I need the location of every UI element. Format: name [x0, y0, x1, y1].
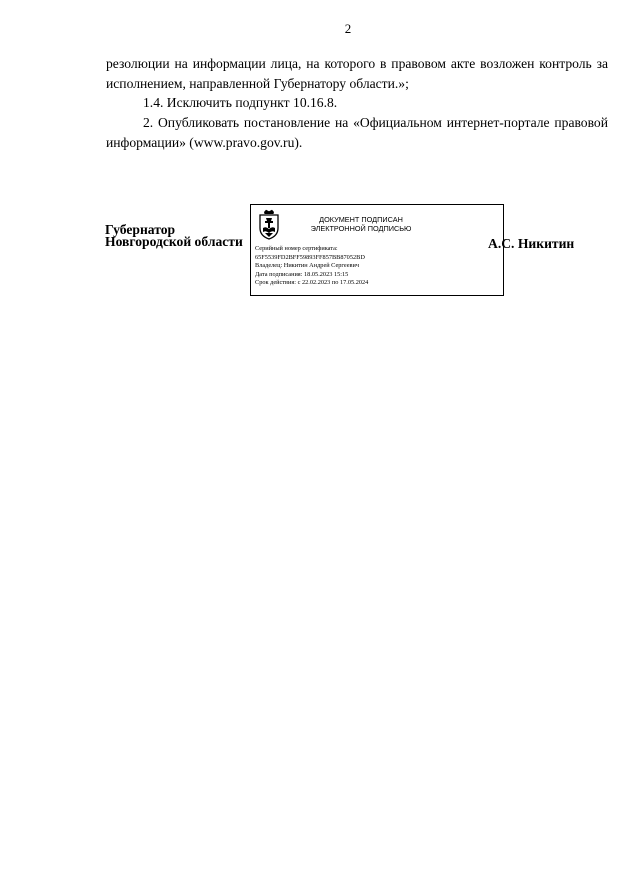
page-number: 2 [344, 21, 352, 36]
electronic-signature-stamp [250, 204, 504, 296]
stamp-serial-label: Серийный номер сертификата: [255, 245, 338, 252]
stamp-signed-date: Дата подписания: 18.05.2023 15:15 [255, 270, 349, 278]
signer-title-line2: Новгородской области [105, 234, 243, 249]
paragraph-resolution: резолюции на информации лица, на которого в правовом акте возложен контроль за исполнением, направленной Губернатору области.»; [106, 56, 608, 91]
stamp-validity: Срок действия: с 22.02.2023 по 17.05.2024 [255, 279, 369, 286]
stamp-owner: Владелец: Никитин Андрей Сергеевич [255, 262, 360, 269]
signer-title [105, 224, 243, 248]
stamp-details [255, 245, 368, 288]
paragraph-exclude-subitem: 1.4. Исключить подпункт 10.16.8. [143, 95, 338, 110]
stamp-header [291, 215, 431, 233]
stamp-header-line1: ДОКУМЕНТ ПОДПИСАН [319, 215, 403, 224]
stamp-header-line2: ЭЛЕКТРОННОЙ ПОДПИСЬЮ [310, 224, 412, 233]
signer-name: А.С. Никитин [488, 236, 575, 251]
stamp-serial-value: 65F5539FD2BFF59893FF857BB87052BD [255, 253, 365, 261]
coat-of-arms-icon [257, 209, 281, 240]
paragraph-publish: 2. Опубликовать постановление на «Официальном интернет-портале правовой информации» (www.pravo.gov.ru). [106, 115, 608, 150]
signer-title-line1: Губернатор [105, 222, 176, 237]
